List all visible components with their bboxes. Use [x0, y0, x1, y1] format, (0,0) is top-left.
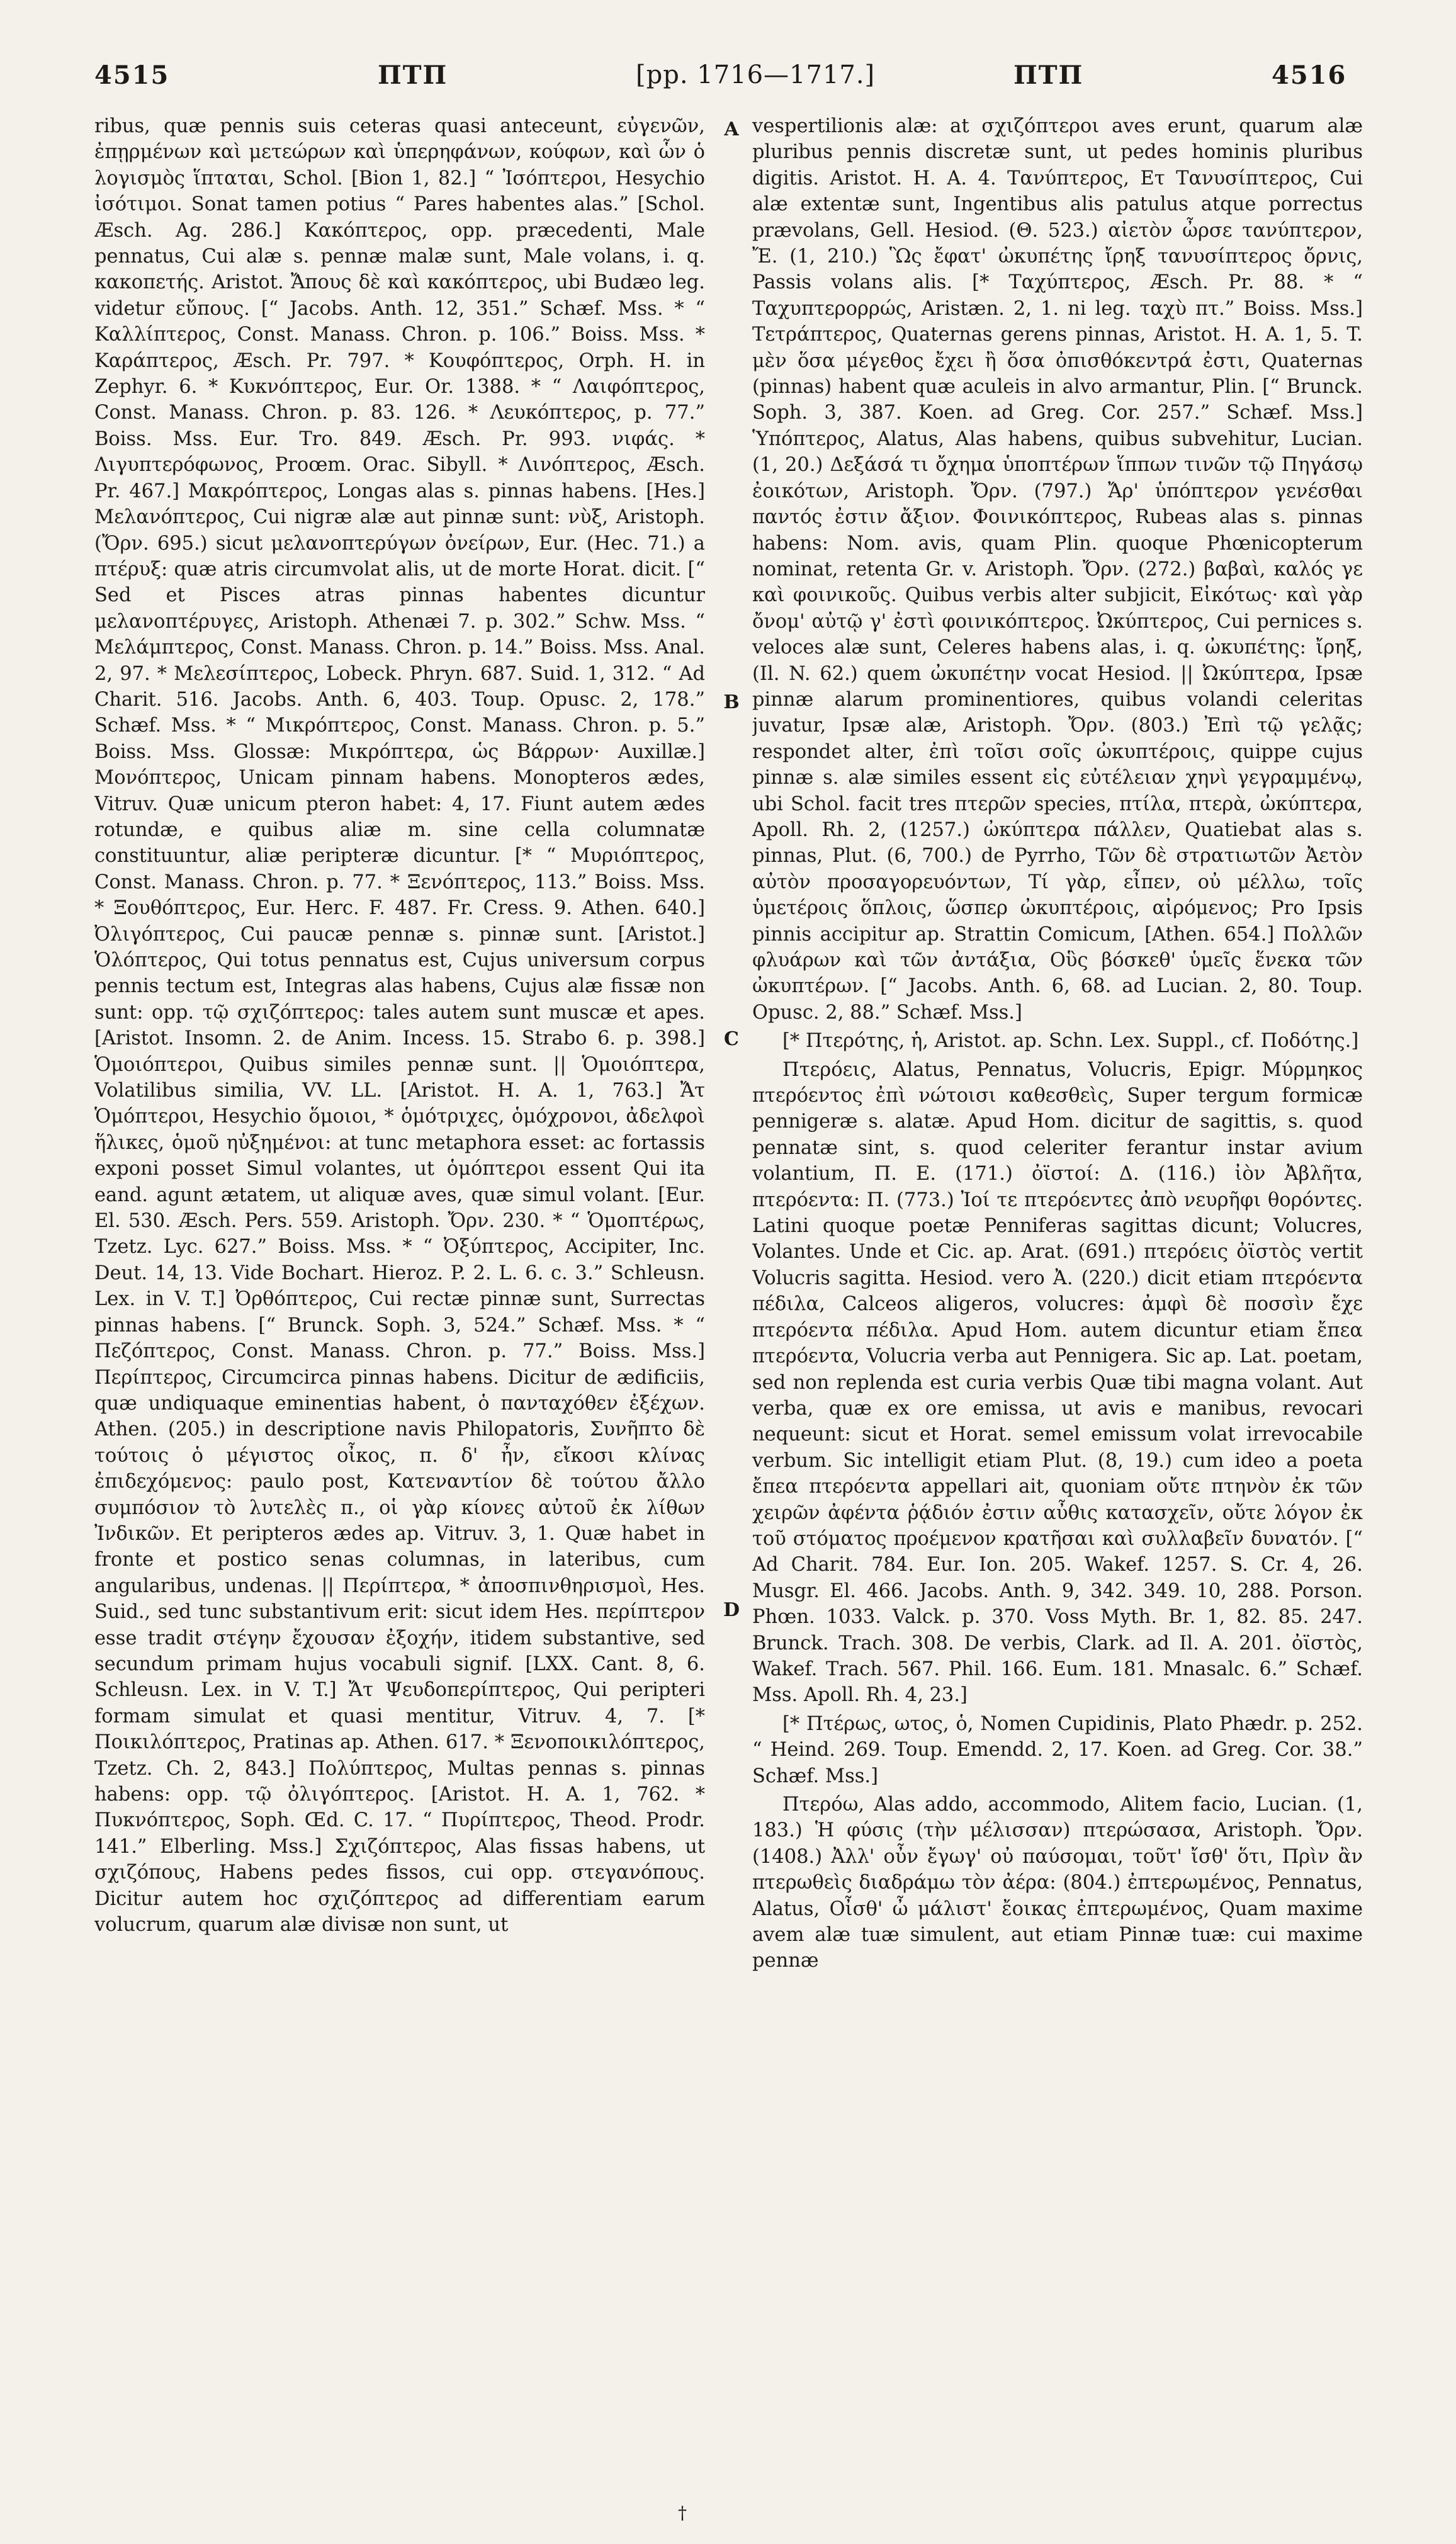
left-page-number: 4515 — [94, 60, 170, 90]
right-page-number: 4516 — [1272, 60, 1347, 90]
section-marker-a: A — [724, 118, 739, 140]
page-range: [pp. 1716—1717.] — [636, 60, 876, 89]
dictionary-entry: [* Πτερότης, ἡ, Aristot. ap. Schn. Lex. Suppl., cf. Ποδότης.] — [782, 1030, 1359, 1053]
page-header — [0, 0, 1456, 107]
section-marker-b: B — [723, 691, 740, 713]
footer-mark: † — [678, 2502, 687, 2523]
dictionary-entry: [* Πτέρως, ωτος, ὁ, Nomen Cupidinis, Plato Phædr. p. 252. “ Heind. 269. Toup. Emendd. 2, 17. Koen. ad Greg. Cor. 38.” Schæf. Mss.] — [752, 1712, 1363, 1787]
section-marker-d: D — [723, 1599, 740, 1621]
dictionary-entry: Πτερόω, Alas addo, accommodo, Alitem facio, Lucian. (1, 183.) Ἡ φύσις (τὴν μέλισσαν) πτερώσασα, Aristoph. Ὄρν. (1408.) Ἀλλ' οὖν ἔγωγ' οὐ παύσομαι, τοῦτ' ἴσθ' ὅτι, Πρὶν ἂν πτερωθεὶς διαδράμω τὸν ἀέρα: (804.) ἐπτερωμένος, Pennatus, Alatus, Οἶσθ' ὦ μάλιστ' ἔοικας ἐπτερωμένος, Quam maxime avem alæ tuæ simulent, aut etiam Pinnæ tuæ: cui maxime pennæ — [752, 1794, 1363, 1972]
left-running-keyword: ΠΤΠ — [378, 60, 448, 90]
right-column-paragraph: vespertilionis alæ: at σχιζόπτεροι aves erunt, quarum alæ pluribus pennis discretæ sunt, ut pedes hominis pluribus digitis. Aristot. H. A. 4. Τανύπτερος, Ετ Τανυσίπτερος, Cui alæ extentæ sunt, Ingentibus alis patulus atque porrectus prævolans, Gell. Hesiod. (Θ. 523.) αἰετὸν ὦρσε τανύπτερον, Ἔ. (1, 210.) Ὣς ἔφατ' ὠκυπέτης ἴρηξ τανυσίπτερος ὄρνις, Passis volans alis. [* Ταχύπτερος, Æsch. Pr. 88. * “ Ταχυπτερορρώς, Aristæn. 2, 1. ni leg. ταχὺ πτ.” Boiss. Mss.] Τετράπτερος, Quaternas gerens pinnas, Aristot. H. A. 1, 5. T. μὲν ὅσα μέγεθος ἔχει ἢ ὅσα ὀπισθόκεντρά ἐστι, Quaternas (pinnas) habent quæ aculeis in alvo armantur, Plin. [“ Brunck. Soph. 3, 387. Koen. ad Greg. Cor. 257.” Schæf. Mss.] Ὑπόπτερος, Alatus, Alas habens, quibus subvehitur, Lucian. (1, 20.) Δεξάσά τι ὄχημα ὑποπτέρων ἵππων τινῶν τῷ Πηγάσῳ ἐοικότων, Aristoph. Ὄρν. (797.) Ἄρ' ὑπόπτερον γενέσθαι παντός ἐστιν ἄξιον. Φοινικόπτερος, Rubeas alas s. pinnas habens: Nom. avis, quam Plin. quoque Phœnicopterum nominat, retenta Gr. v. Aristoph. Ὄρν. (272.) βαβαὶ, καλός γε καὶ φοινικοῦς. Quibus verbis alter subjicit, Εἰκότως· καὶ γὰρ ὄνομ' αὐτῷ γ' ἐστὶ φοινικόπτερος. Ὠκύπτερος, Cui pernices s. veloces alæ sunt, Celeres habens alas, i. q. ὠκυπέτης: ἴρηξ, (Il. N. 62.) quem ὠκυπέτην vocat Hesiod. || Ὠκύπτερα, Ipsæ pinnæ alarum prominentiores, quibus volandi celeritas juvatur, Ipsæ alæ, Aristoph. Ὄρν. (803.) Ἐπὶ τῷ γελᾷς; respondet alter, ἐπὶ τοῖσι σοῖς ὠκυπτέροις, quippe cujus pinnæ s. alæ similes essent εἰς εὐτέλειαν χηνὶ γεγραμμένῳ, ubi Schol. facit tres πτερῶν species, πτίλα, πτερὰ, ὠκύπτερα, Apoll. Rh. 2, (1257.) ὠκύπτερα πάλλεν, Quatiebat alas s. pinnas, Plut. (6, 700.) de Pyrrho, Τῶν δὲ στρατιωτῶν Ἀετὸν αὐτὸν προσαγορευόντων, Τί γὰρ, εἶπεν, οὐ μέλλω, τοῖς ὑμετέροις ὅπλοις, ὥσπερ ὠκυπτέροις, αἰρόμενος; Pro Ipsis pinnis accipitur ap. Strattin Comicum, [Athen. 654.] Πολλῶν φλυάρων καὶ τῶν ἀντάξια, Οὓς βόσκεθ' ὑμεῖς ἕνεκα τῶν ὠκυπτέρων. [“ Jacobs. Anth. 6, 68. ad Lucian. 2, 80. Toup. Opusc. 2, 88.” Schæf. Mss.] — [752, 115, 1363, 1024]
right-running-keyword: ΠΤΠ — [1013, 60, 1084, 90]
left-column-paragraph: ribus, quæ pennis suis ceteras quasi anteceunt, εὐγενῶν, ἐπῃρμένων καὶ μετεώρων καὶ ὑπερηφάνων, κούφων, καὶ ὧν ὁ λογισμὸς ἵπταται, Schol. [Bion 1, 82.] “ Ἰσόπτεροι, Hesychio ἰσότιμοι. Sonat tamen potius “ Pares habentes alas.” [Schol. Æsch. Ag. 286.] Κακόπτερος, opp. præcedenti, Male pennatus, Cui alæ s. pennæ malæ sunt, Male volans, i. q. κακοπετής. Aristot. Ἄπους δὲ καὶ κακόπτερος, ubi Budæo leg. videtur εὔπους. [“ Jacobs. Anth. 12, 351.” Schæf. Mss. * “ Καλλίπτερος, Const. Manass. Chron. p. 106.” Boiss. Mss. * Καράπτερος, Æsch. Pr. 797. * Κουφόπτερος, Orph. H. in Zephyr. 6. * Κυκνόπτερος, Eur. Or. 1388. * “ Λαιφόπτερος, Const. Manass. Chron. p. 83. 126. * Λευκόπτερος, p. 77.” Boiss. Mss. Eur. Tro. 849. Æsch. Pr. 993. νιφάς. * Λιγυπτερόφωνος, Proœm. Orac. Sibyll. * Λινόπτερος, Æsch. Pr. 467.] Μακρόπτερος, Longas alas s. pinnas habens. [Hes.] Μελανόπτερος, Cui nigræ alæ aut pinnæ sunt: νὺξ, Aristoph. (Ὄρν. 695.) sicut μελανοπτερύγων ὀνείρων, Eur. (Hec. 71.) a πτέρυξ: quæ atris circumvolat alis, ut de morte Horat. dicit. [“ Sed et Pisces atras pinnas habentes dicuntur μελανοπτέρυγες, Aristoph. Athenæi 7. p. 302.” Schw. Mss. “ Μελάμπτερος, Const. Manass. Chron. p. 14.” Boiss. Mss. Anal. 2, 97. * Μελεσίπτερος, Lobeck. Phryn. 687. Suid. 1, 312. “ Ad Charit. 516. Jacobs. Anth. 6, 403. Toup. Opusc. 2, 178.” Schæf. Mss. * “ Μικρόπτερος, Const. Manass. Chron. p. 5.” Boiss. Mss. Glossæ: Μικρόπτερα, ὡς Βάρρων· Auxillæ.] Μονόπτερος, Unicam pinnam habens. Monopteros ædes, Vitruv. Quæ unicum pteron habet: 4, 17. Fiunt autem ædes rotundæ, e quibus aliæ m. sine cella columnatæ constituuntur, aliæ peripteræ dicuntur. [* “ Μυριόπτερος, Const. Manass. Chron. p. 77. * Ξενόπτερος, 113.” Boiss. Mss. * Ξουθόπτερος, Eur. Herc. F. 487. Fr. Cress. 9. Athen. 640.] Ὀλιγόπτερος, Cui paucæ pennæ s. pinnæ sunt. [Aristot.] Ὁλόπτερος, Qui totus pennatus est, Cujus universum corpus pennis tectum est, Integras alas habens, Cujus alæ fissæ non sunt: opp. τῷ σχιζόπτερος: tales autem sunt muscæ et apes. [Aristot. Insomn. 2. de Anim. Incess. 15. Strabo 6. p. 398.] Ὁμοιόπτεροι, Quibus similes pennæ sunt. || Ὁμοιόπτερα, Volatilibus similia, VV. LL. [Aristot. H. A. 1, 763.] Ἄτ Ὁμόπτεροι, Hesychio ὅμοιοι, * ὁμότριχες, ὁμόχρονοι, ἀδελφοὶ ἥλικες, ὁμοῦ ηὐξημένοι: at tunc metaphora esset: ac fortassis exponi posset Simul volantes, ut ὁμόπτεροι essent Qui ita eand. agunt ætatem, ut aliquæ aves, quæ simul volant. [Eur. El. 530. Æsch. Pers. 559. Aristoph. Ὄρν. 230. * “ Ὁμοπτέρως, Tzetz. Lyc. 627.” Boiss. Mss. * “ Ὀξύπτερος, Accipiter, Inc. Deut. 14, 13. Vide Bochart. Hieroz. P. 2. L. 6. c. 3.” Schleusn. Lex. in V. T.] Ὀρθόπτερος, Cui rectæ pinnæ sunt, Surrectas pinnas habens. [“ Brunck. Soph. 3, 524.” Schæf. Mss. * “ Πεζόπτερος, Const. Manass. Chron. p. 77.” Boiss. Mss.] Περίπτερος, Circumcirca pinnas habens. Dicitur de ædificiis, quæ undiquaque eminentias habent, ὁ πανταχόθεν ἐξέχων. Athen. (205.) in descriptione navis Philopatoris, Συνῆπτο δὲ τούτοις ὁ μέγιστος οἶκος, π. δ' ἦν, εἴκοσι κλίνας ἐπιδεχόμενος: paulo post, Κατεναντίον δὲ τούτου ἄλλο συμπόσιον τὸ λυτελὲς π., οἱ γὰρ κίονες αὐτοῦ ἐκ λίθων Ἰνδικῶν. Et peripteros ædes ap. Vitruv. 3, 1. Quæ habet in fronte et postico senas columnas, in lateribus, cum angularibus, undenas. || Περίπτερα, * ἀποσπινθηρισμοὶ, Hes. Suid., sed tunc substantivum erit: sicut idem Hes. περίπτερον esse tradit στέγην ἔχουσαν ἐξοχήν, itidem substantive, sed secundum primam hujus vocabuli signif. [LXX. Cant. 8, 6. Schleusn. Lex. in V. T.] Ἄτ Ψευδοπερίπτερος, Qui peripteri formam simulat et quasi mentitur, Vitruv. 4, 7. [* Ποικιλόπτερος, Pratinas ap. Athen. 617. * Ξενοποικιλόπτερος, Tzetz. Ch. 2, 843.] Πολύπτερος, Multas pennas s. pinnas habens: opp. τῷ ὀλιγόπτερος. [Aristot. H. A. 1, 762. * Πυκνόπτερος, Soph. Œd. C. 17. “ Πυρίπτερος, Theod. Prodr. 141.” Elberling. Mss.] Σχιζόπτερος, Alas fissas habens, ut σχιζόπους, Habens pedes fissos, cui opp. στεγανόπους. Dicitur autem hoc σχιζόπτερος ad differentiam earum volucrum, quarum alæ divisæ non sunt, ut — [94, 115, 705, 1936]
left-column — [94, 113, 705, 2493]
dictionary-entry: Πτερόεις, Alatus, Pennatus, Volucris, Epigr. Μύρμηκος πτερόεντος ἐπὶ νώτοισι καθεσθεὶς, Super tergum formicæ pennigeræ s. alatæ. Apud Hom. dicitur de sagittis, s. quod pennatæ sint, s. quod celeriter ferantur instar avium volantium, Π. Ε. (171.) ὀϊστοί: Δ. (116.) ἰὸν Ἀβλῆτα, πτερόεντα: Π. (773.) Ἰοί τε πτερόεντες ἀπὸ νευρῆφι θορόντες. Latini quoque poetæ Penniferas sagittas dicunt; Volucres, Volantes. Unde et Cic. ap. Arat. (691.) πτερόεις ὀϊστὸς vertit Volucris sagitta. Hesiod. vero Ἀ. (220.) dicit etiam πτερόεντα πέδιλα, Calceos aligeros, volucres: ἀμφὶ δὲ ποσσὶν ἔχε πτερόεντα πέδιλα. Apud Hom. autem dicuntur etiam ἔπεα πτερόεντα, Volucria verba aut Pennigera. Sic ap. Lat. poetam, sed non replenda est curia verbis Quæ tibi magna volant. Aut verba, quæ ex ore emissa, ut avis e manibus, revocari nequeunt: sicut et Horat. semel emissum volat irrevocabile verbum. Sic intelligit etiam Plut. (8, 19.) cum ideo a poeta ἔπεα πτερόεντα appellari ait, quoniam οὔτε πτηνὸν ἐκ τῶν χειρῶν ἀφέντα ῥᾴδιόν ἐστιν αὖθις κατασχεῖν, οὔτε λόγον ἐκ τοῦ στόματος προέμενον κρατῆσαι καὶ συλλαβεῖν δυνατόν. [“ Ad Charit. 784. Eur. Ion. 205. Wakef. 1257. S. Cr. 4, 26. Musgr. El. 466. Jacobs. Anth. 9, 342. 349. 10, 288. Porson. Phœn. 1033. Valck. p. 370. Voss Myth. Br. 1, 82. 85. 247. Brunck. Trach. 308. De verbis, Clark. ad Il. A. 201. ὀϊστὸς, Wakef. Trach. 567. Phil. 166. Eum. 181. Mnasalc. 6.” Schæf. Mss. Apoll. Rh. 4, 23.] — [752, 1058, 1363, 1707]
section-marker-c: C — [724, 1028, 739, 1050]
right-column — [752, 113, 1363, 2493]
